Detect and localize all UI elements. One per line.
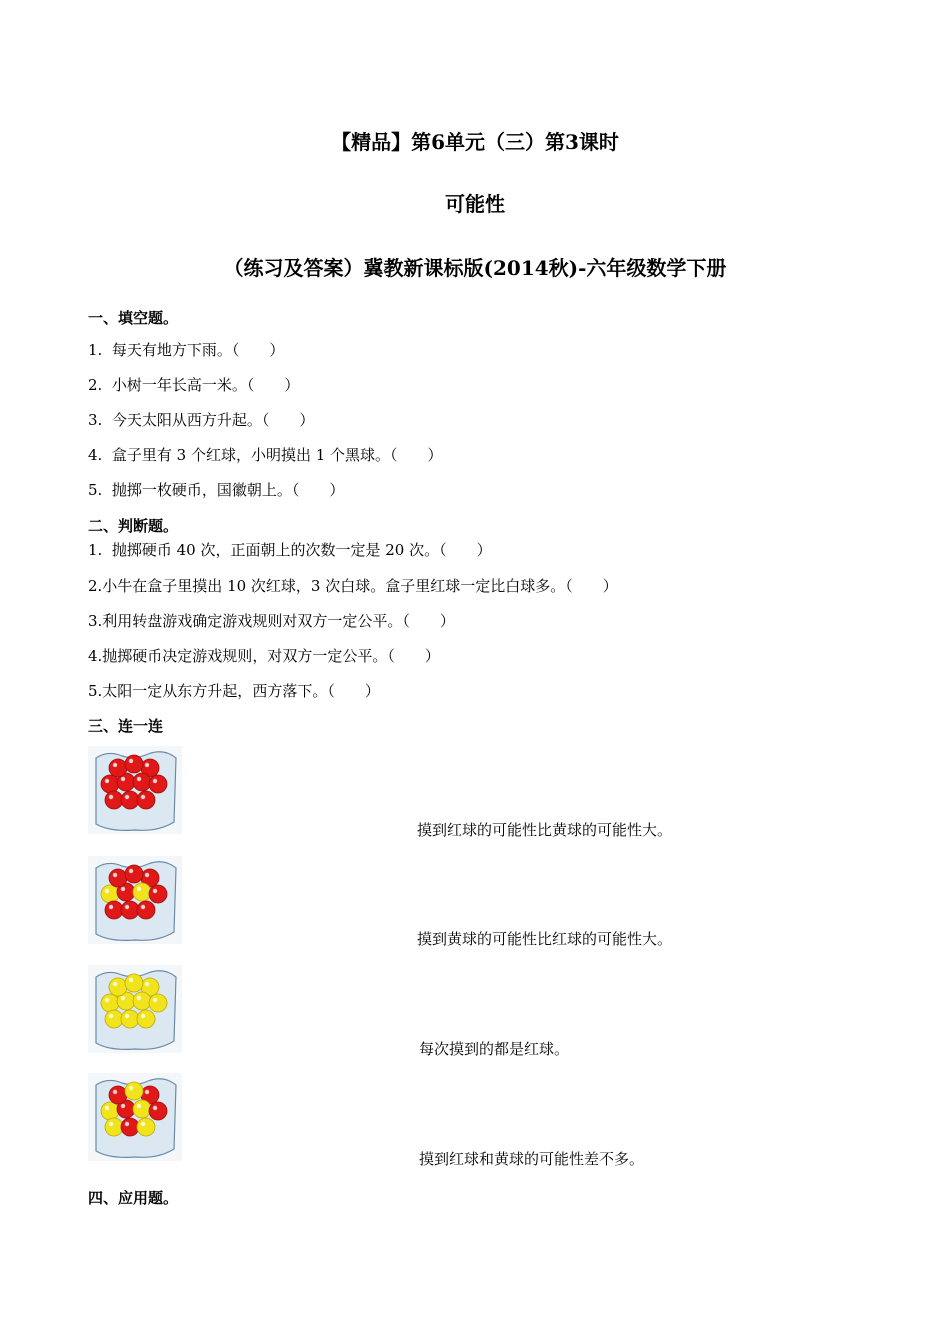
red-ball: [121, 1118, 139, 1136]
yellow-ball: [101, 885, 119, 903]
judge-question-5: 5.太阳一定从东方升起，西方落下。（ ）: [88, 682, 380, 700]
question-number: 3.: [88, 411, 103, 429]
ball-highlight: [153, 779, 157, 783]
ball-highlight: [145, 982, 149, 986]
ball-highlight: [129, 759, 133, 763]
ball-highlight: [129, 869, 133, 873]
yellow-ball: [125, 974, 143, 992]
question-number: 4.: [88, 446, 103, 464]
ball-highlight: [141, 905, 145, 909]
red-ball: [101, 775, 119, 793]
ball-bag-image-4: [88, 1073, 182, 1161]
yellow-ball: [121, 1010, 139, 1028]
document-edition: （练习及答案）冀教新课标版(2014秋)-六年级数学下册: [223, 256, 727, 280]
yellow-ball: [105, 1118, 123, 1136]
bag-3-illustration: [88, 965, 182, 1053]
red-ball: [149, 1102, 167, 1120]
ball-highlight: [105, 779, 109, 783]
match-option-2: 摸到黄球的可能性比红球的可能性大。: [417, 930, 673, 948]
bag-2-illustration: [88, 856, 182, 944]
question-text: 小树一年长高一米。（ ）: [111, 376, 300, 394]
fill-question-4: [88, 445, 443, 465]
ball-highlight: [129, 1086, 133, 1090]
ball-highlight: [137, 887, 141, 891]
question-text: 抛掷一枚硬币，国徽朝上。（ ）: [111, 481, 345, 499]
ball-highlight: [153, 998, 157, 1002]
ball-bag-image-3: [88, 965, 182, 1053]
judge-question-1: 1. 抛掷硬币 40 次，正面朝上的次数一定是 20 次。（ ）: [88, 541, 492, 559]
red-ball: [149, 775, 167, 793]
red-ball: [105, 791, 123, 809]
bag-1-illustration: [88, 746, 182, 834]
match-option-3: 每次摸到的都是红球。: [419, 1040, 570, 1058]
ball-highlight: [153, 889, 157, 893]
yellow-ball: [137, 1118, 155, 1136]
yellow-ball: [133, 883, 151, 901]
ball-highlight: [125, 1014, 129, 1018]
ball-highlight: [129, 978, 133, 982]
ball-highlight: [125, 1122, 129, 1126]
ball-highlight: [137, 1104, 141, 1108]
ball-highlight: [105, 998, 109, 1002]
question-text: 今天太阳从西方升起。（ ）: [111, 411, 315, 429]
question-number: 5.: [88, 481, 103, 499]
red-ball: [137, 791, 155, 809]
ball-highlight: [121, 887, 125, 891]
yellow-ball: [149, 994, 167, 1012]
section1-heading: 一、填空题。: [88, 309, 179, 327]
ball-highlight: [145, 763, 149, 767]
judge-question-4: 4.抛掷硬币决定游戏规则，对双方一定公平。（ ）: [88, 647, 440, 665]
ball-highlight: [109, 905, 113, 909]
yellow-ball: [125, 1082, 143, 1100]
ball-highlight: [145, 1090, 149, 1094]
ball-highlight: [113, 873, 117, 877]
ball-highlight: [113, 763, 117, 767]
red-ball: [137, 901, 155, 919]
ball-highlight: [109, 1122, 113, 1126]
fill-question-5: [88, 480, 344, 500]
ball-highlight: [125, 905, 129, 909]
ball-highlight: [137, 777, 141, 781]
yellow-ball: [109, 978, 127, 996]
ball-highlight: [121, 777, 125, 781]
red-ball: [125, 755, 143, 773]
ball-highlight: [113, 1090, 117, 1094]
section2-heading: 二、判断题。: [88, 517, 179, 535]
red-ball: [109, 759, 127, 777]
question-number: 2.: [88, 376, 103, 394]
ball-highlight: [105, 889, 109, 893]
fill-question-1: [88, 340, 284, 360]
judge-question-3: 3.利用转盘游戏确定游戏规则对双方一定公平。（ ）: [88, 612, 455, 630]
yellow-ball: [101, 1102, 119, 1120]
ball-highlight: [145, 873, 149, 877]
question-text: 盒子里有 3 个红球，小明摸出 1 个黑球。（ ）: [111, 446, 443, 464]
document-title: 【精品】第6单元（三）第3课时: [331, 130, 619, 154]
fill-question-3: [88, 410, 314, 430]
red-ball: [105, 901, 123, 919]
red-ball: [109, 1086, 127, 1104]
red-ball: [121, 901, 139, 919]
ball-highlight: [125, 795, 129, 799]
section4-heading: 四、应用题。: [88, 1189, 179, 1207]
match-option-1: 摸到红球的可能性比黄球的可能性大。: [417, 821, 673, 839]
ball-bag-image-1: [88, 746, 182, 834]
ball-highlight: [105, 1106, 109, 1110]
red-ball: [109, 869, 127, 887]
ball-highlight: [141, 795, 145, 799]
judge-question-2: 2.小牛在盒子里摸出 10 次红球，3 次白球。盒子里红球一定比白球多。（ ）: [88, 577, 618, 595]
ball-bag-image-2: [88, 856, 182, 944]
yellow-ball: [133, 1100, 151, 1118]
question-text: 每天有地方下雨。（ ）: [111, 341, 285, 359]
ball-highlight: [153, 1106, 157, 1110]
ball-highlight: [121, 996, 125, 1000]
ball-highlight: [141, 1122, 145, 1126]
red-ball: [149, 885, 167, 903]
yellow-ball: [105, 1010, 123, 1028]
yellow-ball: [133, 992, 151, 1010]
ball-highlight: [137, 996, 141, 1000]
ball-highlight: [113, 982, 117, 986]
ball-highlight: [141, 1014, 145, 1018]
question-number: 1.: [88, 341, 103, 359]
red-ball: [133, 773, 151, 791]
yellow-ball: [101, 994, 119, 1012]
red-ball: [125, 865, 143, 883]
ball-highlight: [109, 1014, 113, 1018]
fill-question-2: [88, 375, 299, 395]
ball-highlight: [109, 795, 113, 799]
red-ball: [121, 791, 139, 809]
bag-4-illustration: [88, 1073, 182, 1161]
ball-highlight: [121, 1104, 125, 1108]
document-subtitle: 可能性: [445, 192, 505, 216]
yellow-ball: [137, 1010, 155, 1028]
match-option-4: 摸到红球和黄球的可能性差不多。: [419, 1150, 645, 1168]
section3-heading: 三、连一连: [88, 717, 164, 735]
